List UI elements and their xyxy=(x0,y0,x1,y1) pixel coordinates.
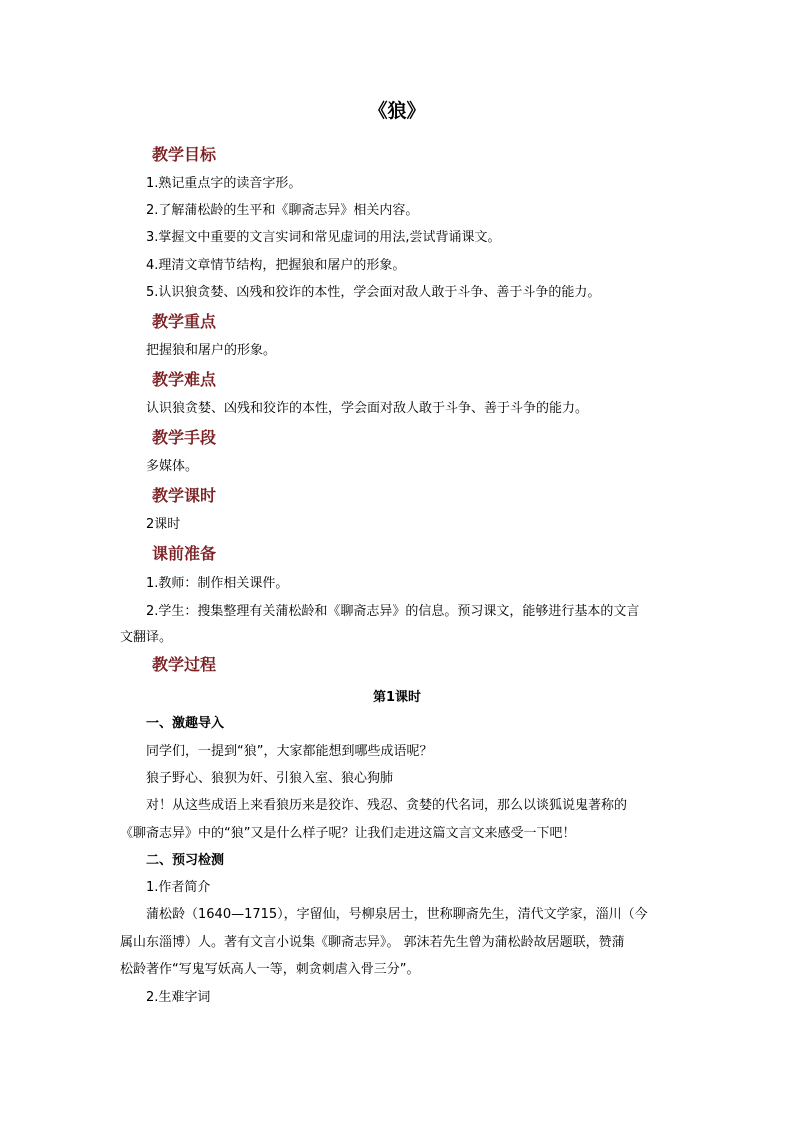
preparation-item-2-line-1: 2.学生：搜集整理有关蒲松龄和《聊斋志异》的信息。预习课文，能够进行基本的文言 xyxy=(146,604,640,619)
preparation-item-1: 1.教师：制作相关课件。 xyxy=(146,576,289,591)
lesson-title: 第1课时 xyxy=(372,690,422,705)
means-text: 多媒体。 xyxy=(146,459,199,474)
hours-text: 2课时 xyxy=(146,517,181,532)
heading-hours: 教学课时 xyxy=(152,486,217,505)
section-1-heading: 一、激趣导入 xyxy=(146,716,225,731)
objective-item-1: 1.熟记重点字的读音字形。 xyxy=(146,176,302,191)
document-title: 《狼》 xyxy=(368,100,426,122)
section-2-item-1: 1.作者简介 xyxy=(146,880,211,895)
heading-difficulties: 教学难点 xyxy=(152,370,217,389)
heading-objectives: 教学目标 xyxy=(152,145,217,164)
section-2-heading: 二、预习检测 xyxy=(146,853,225,868)
difficulties-text: 认识狼贪婪、凶残和狡诈的本性，学会面对敌人敢于斗争、善于斗争的能力。 xyxy=(146,401,589,416)
heading-preparation: 课前准备 xyxy=(152,544,217,563)
objective-item-5: 5.认识狼贪婪、凶残和狡诈的本性，学会面对敌人敢于斗争、善于斗争的能力。 xyxy=(146,285,601,300)
section-1-line-2: 狼子野心、狼狈为奸、引狼入室、狼心狗肺 xyxy=(146,771,394,786)
key-points-text: 把握狼和屠户的形象。 xyxy=(146,343,277,358)
heading-key-points: 教学重点 xyxy=(152,312,217,331)
objective-item-4: 4.理清文章情节结构，把握狼和屠户的形象。 xyxy=(146,258,406,273)
section-2-paragraph-line-2: 属山东淄博）人。著有文言小说集《聊斋志异》。 郭沫若先生曾为蒲松龄故居题联，赞蒲 xyxy=(120,935,625,950)
objective-item-3: 3.掌握文中重要的文言实词和常见虚词的用法,尝试背诵课文。 xyxy=(146,230,501,245)
heading-means: 教学手段 xyxy=(152,428,217,447)
section-1-line-3: 对！从这些成语上来看狼历来是狡诈、残忍、贪婪的代名词，那么以谈狐说鬼著称的 xyxy=(146,798,628,813)
section-2-paragraph-line-3: 松龄著作“写鬼写妖高人一等，刺贪刺虐入骨三分”。 xyxy=(120,962,420,977)
section-2-item-2: 2.生难字词 xyxy=(146,990,211,1005)
preparation-item-2-line-2: 文翻译。 xyxy=(120,630,173,645)
section-1-line-4: 《聊斋志异》中的“狼”又是什么样子呢？让我们走进这篇文言文来感受一下吧！ xyxy=(120,826,576,841)
objective-item-2: 2.了解蒲松龄的生平和《聊斋志异》相关内容。 xyxy=(146,203,419,218)
section-2-paragraph-line-1: 蒲松龄（1640—1715），字留仙，号柳泉居士，世称聊斋先生，清代文学家，淄川（今 xyxy=(146,907,648,922)
heading-process: 教学过程 xyxy=(152,655,217,674)
section-1-line-1: 同学们，一提到“狼”，大家都能想到哪些成语呢？ xyxy=(146,744,433,759)
